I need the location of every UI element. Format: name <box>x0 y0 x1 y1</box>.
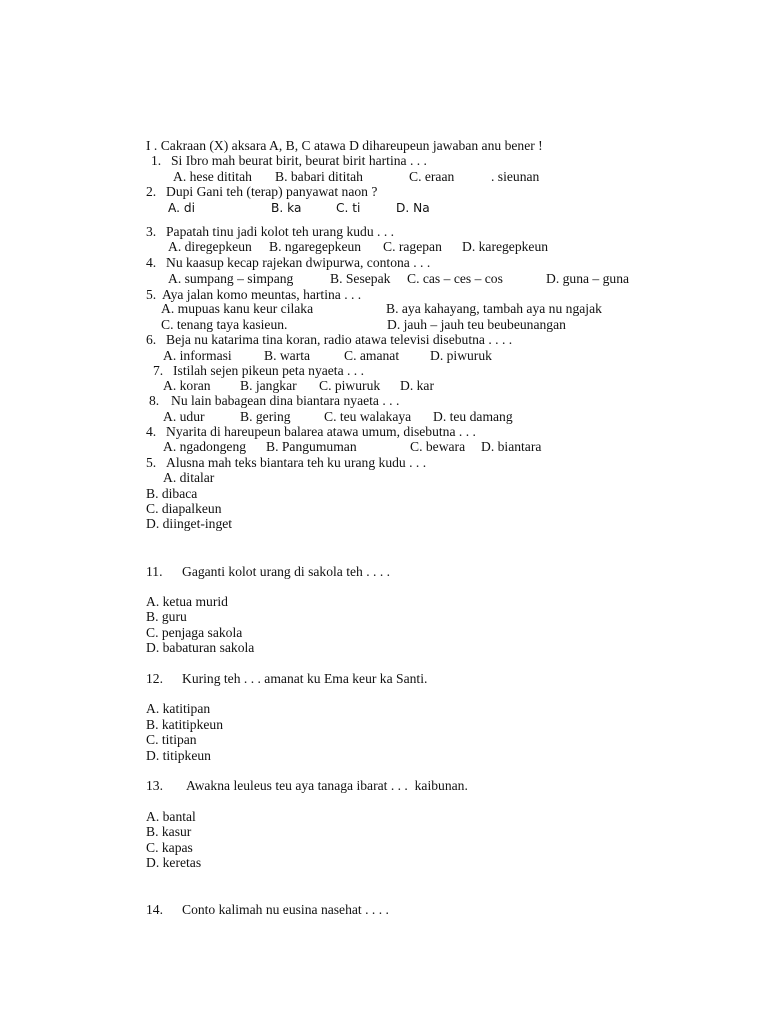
question-number: 12. <box>146 671 163 686</box>
option-c: C. ragepan <box>383 239 442 254</box>
option-c: C. piwuruk <box>319 378 381 393</box>
option-a: A. ditalar <box>163 470 215 485</box>
option-b: B. ka <box>271 201 302 215</box>
option-a: A. sumpang – simpang <box>168 271 294 286</box>
question-number: 8. <box>149 393 160 408</box>
option-b: B. warta <box>264 348 311 363</box>
option-d: D. babaturan sakola <box>146 640 255 655</box>
option-b: B. dibaca <box>146 486 198 501</box>
option-c: C. tenang taya kasieun. <box>161 317 288 332</box>
option-d: D. teu damang <box>433 409 513 424</box>
option-c: C. cas – ces – cos <box>407 271 503 286</box>
option-a: A. hese dititah <box>173 169 252 184</box>
option-d: D. diinget-inget <box>146 516 233 531</box>
question-text: Alusna mah teks biantara teh ku urang kudu . . . <box>166 455 427 470</box>
option-b: B. kasur <box>146 824 192 839</box>
option-c: C. penjaga sakola <box>146 625 243 640</box>
option-c: C. diapalkeun <box>146 501 222 516</box>
option-c: C. amanat <box>344 348 400 363</box>
option-d: D. biantara <box>481 439 542 454</box>
question-text: Conto kalimah nu eusina nasehat . . . . <box>182 902 389 917</box>
option-c: C. bewara <box>410 439 466 454</box>
option-c: C. kapas <box>146 840 193 855</box>
option-a: A. di <box>168 201 195 215</box>
question-text: Gaganti kolot urang di sakola teh . . . . <box>182 564 391 579</box>
question-number: 3. <box>146 224 157 239</box>
option-d: . sieunan <box>491 169 540 184</box>
question-text: Beja nu katarima tina koran, radio atawa televisi disebutna . . . . <box>166 332 513 347</box>
option-a: A. diregepkeun <box>168 239 252 254</box>
option-a: A. informasi <box>163 348 232 363</box>
question-number: 4. <box>146 424 157 439</box>
question-number: 13. <box>146 778 163 793</box>
option-a: A. ngadongeng <box>163 439 247 454</box>
question-text: Awakna leuleus teu aya tanaga ibarat . . . kaibunan. <box>186 778 468 793</box>
option-d: D. keretas <box>146 855 202 870</box>
option-b: B. jangkar <box>240 378 297 393</box>
question-number: 2. <box>146 184 157 199</box>
option-b: B. aya kahayang, tambah aya nu ngajak <box>386 301 602 316</box>
option-b: B. katitipkeun <box>146 717 224 732</box>
option-d: D. jauh – jauh teu beubeunangan <box>387 317 566 332</box>
option-b: B. Pangumuman <box>266 439 357 454</box>
question-number: 1. <box>151 153 162 168</box>
question-number: 5. <box>146 287 157 302</box>
option-a: A. ketua murid <box>146 594 228 609</box>
option-c: C. ti <box>336 201 361 215</box>
question-number: 4. <box>146 255 157 270</box>
question-number: 14. <box>146 902 163 917</box>
question-text: Si Ibro mah beurat birit, beurat birit hartina . . . <box>171 153 427 168</box>
question-text: Dupi Gani teh (terap) panyawat naon ? <box>166 184 378 199</box>
option-a: A. mupuas kanu keur cilaka <box>161 301 314 316</box>
option-d: D. Na <box>396 201 430 215</box>
option-a: A. udur <box>163 409 205 424</box>
option-c: C. titipan <box>146 732 197 747</box>
option-b: B. babari dititah <box>275 169 363 184</box>
option-a: A. koran <box>163 378 211 393</box>
option-b: B. gering <box>240 409 291 424</box>
question-text: Nyarita di hareupeun balarea atawa umum, disebutna . . . <box>166 424 476 439</box>
question-text: Nu lain babagean dina biantara nyaeta . . . <box>171 393 400 408</box>
option-a: A. bantal <box>146 809 196 824</box>
question-number: 5. <box>146 455 157 470</box>
question-number: 6. <box>146 332 157 347</box>
option-d: D. kar <box>400 378 434 393</box>
option-d: D. piwuruk <box>430 348 492 363</box>
option-d: D. titipkeun <box>146 748 211 763</box>
option-c: C. eraan <box>409 169 455 184</box>
question-text: Papatah tinu jadi kolot teh urang kudu . . . <box>166 224 395 239</box>
question-text: Kuring teh . . . amanat ku Ema keur ka Santi. <box>182 671 428 686</box>
option-b: B. guru <box>146 609 187 624</box>
question-number: 7. <box>153 363 164 378</box>
question-text: Nu kaasup kecap rajekan dwipurwa, contona . . . <box>166 255 431 270</box>
option-c: C. teu walakaya <box>324 409 412 424</box>
option-d: D. karegepkeun <box>462 239 549 254</box>
option-d: D. guna – guna <box>546 271 630 286</box>
instructions-heading: I . Cakraan (X) aksara A, B, C atawa D dihareupeun jawaban anu bener ! <box>146 138 543 153</box>
option-b: B. ngaregepkeun <box>269 239 362 254</box>
option-b: B. Sesepak <box>330 271 391 286</box>
question-text: Istilah sejen pikeun peta nyaeta . . . <box>173 363 365 378</box>
question-text: Aya jalan komo meuntas, hartina . . . <box>162 287 362 302</box>
option-a: A. katitipan <box>146 701 211 716</box>
question-number: 11. <box>146 564 163 579</box>
